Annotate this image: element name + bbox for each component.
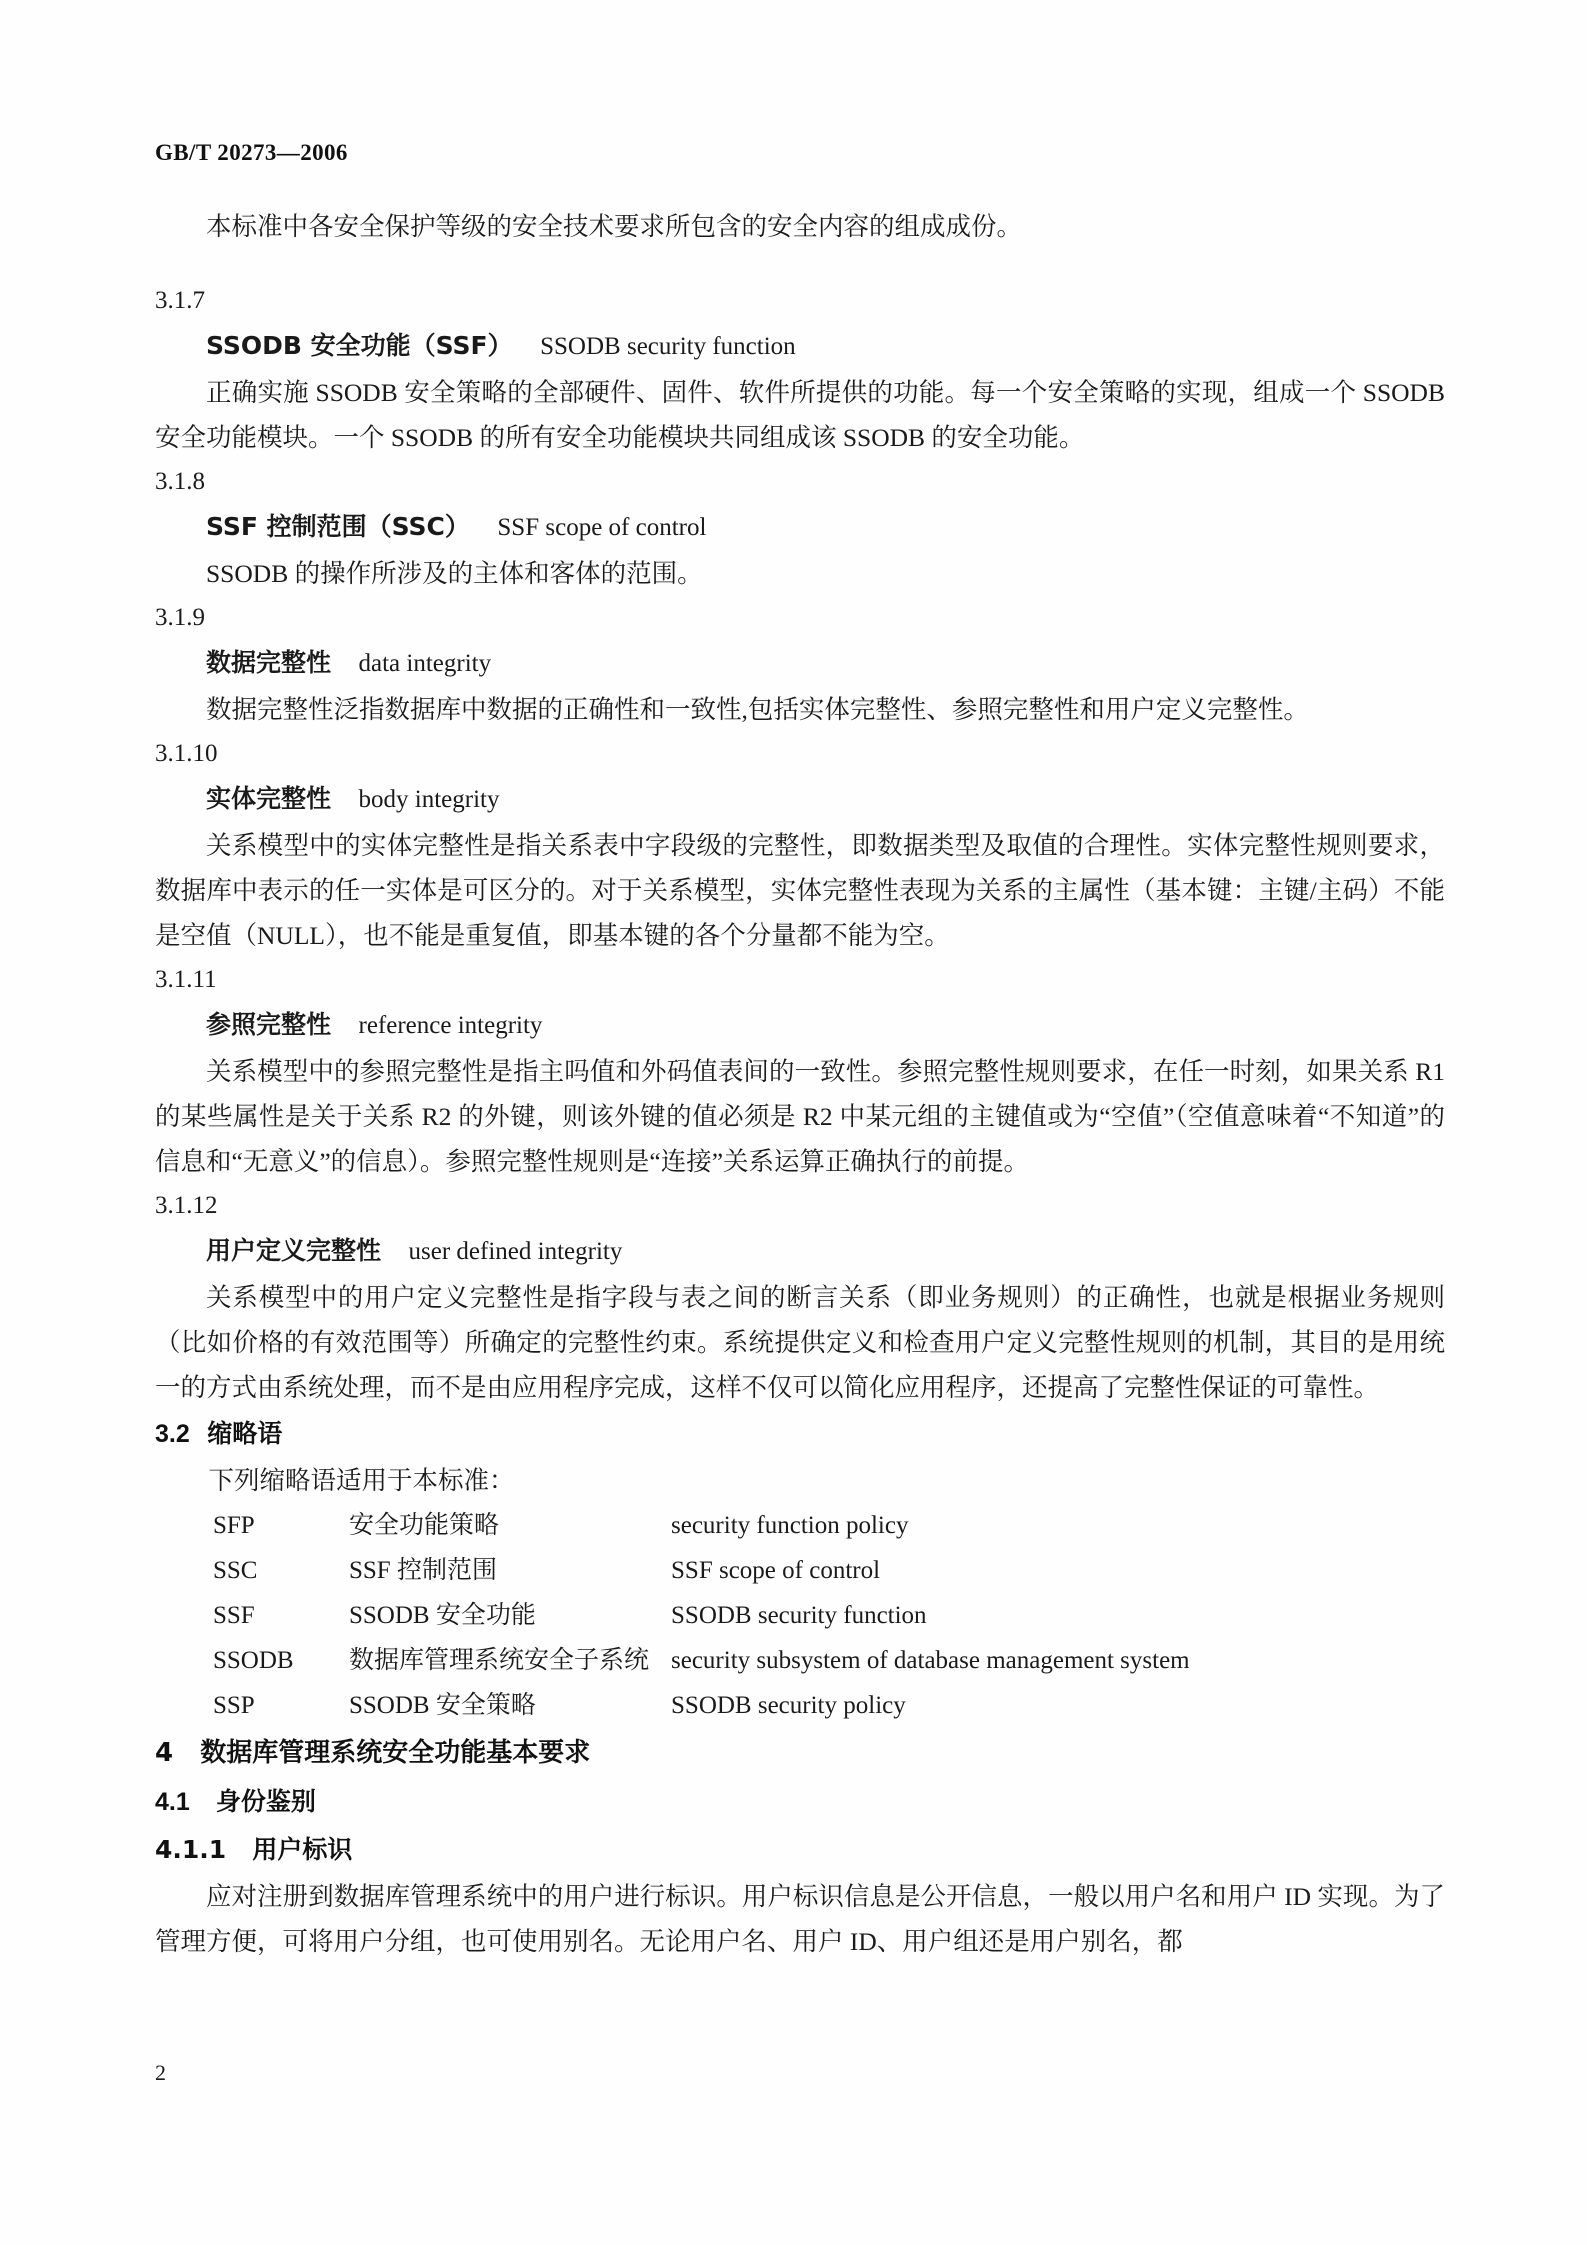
term-en-3-1-8: SSF scope of control: [497, 514, 707, 541]
running-header: GB/T 20273—2006: [155, 140, 348, 165]
definition-3-1-12: 关系模型中的用户定义完整性是指字段与表之间的断言关系（即业务规则）的正确性，也就是根据业务规则（比如价格的有效范围等）所确定的完整性约束。系统提供定义和检查用户定义完整性规则的机制，其目的是用统一的方式由系统处理，而不是由应用程序完成，这样不仅可以简化应用程序，还提高了完整性保证的可靠性。: [155, 1283, 1445, 1402]
term-cn-3-1-8: SSF 控制范围（SSC）: [206, 512, 470, 541]
term-en-3-1-10: body integrity: [358, 786, 500, 813]
page-number: 2: [155, 2060, 166, 2085]
section-number-4-1: 4.1: [155, 1788, 190, 1816]
abbr-en: security function policy: [671, 1512, 909, 1539]
section-heading-3-2: [155, 1410, 1445, 1458]
term-en-3-1-9: data integrity: [358, 650, 492, 677]
definition-3-1-11: 关系模型中的参照完整性是指主吗值和外码值表间的一致性。参照完整性规则要求，在任一时刻，如果关系 R1 的某些属性是关于关系 R2 的外键，则该外键的值必须是 R2 中某元组的主键值或为“空值”（空值意味着“不知道”的信息和“无意义”的信息）。参照完整性规则是“连接”关系运算正确执行的前提。: [155, 1057, 1445, 1176]
definition-3-1-8: SSODB 的操作所涉及的主体和客体的范围。: [206, 559, 703, 588]
clause-number-3-1-8: 3.1.8: [155, 468, 205, 495]
abbr-cn: 数据库管理系统安全子系统: [349, 1647, 650, 1674]
chapter-number-4: 4: [155, 1738, 174, 1768]
term-heading-3-1-10: [155, 776, 1445, 823]
abbr-cn: SSODB 安全策略: [349, 1692, 536, 1719]
definition-3-1-7: 正确实施 SSODB 安全策略的全部硬件、固件、软件所提供的功能。每一个安全策略的实现，组成一个 SSODB 安全功能模块。一个 SSODB 的所有安全功能模块共同组成该 SSODB 的安全功能。: [155, 378, 1445, 452]
clause-number-3-1-11: 3.1.11: [155, 966, 217, 993]
term-heading-3-1-9: [155, 640, 1445, 687]
section-number-3-2: 3.2: [155, 1420, 190, 1448]
intro-paragraph: 本标准中各安全保护等级的安全技术要求所包含的安全内容的组成成份。: [206, 212, 1023, 241]
table-row: [155, 1503, 1190, 1548]
abbr-cn: SSODB 安全功能: [349, 1602, 536, 1629]
term-heading-3-1-12: [155, 1228, 1445, 1275]
abbr-en: SSF scope of control: [671, 1557, 881, 1584]
abbr-key: SFP: [213, 1512, 255, 1539]
term-cn-3-1-9: 数据完整性: [206, 648, 332, 677]
term-cn-3-1-7: SSODB 安全功能（SSF）: [206, 331, 513, 360]
chapter-title-4: 数据库管理系统安全功能基本要求: [200, 1738, 591, 1768]
section-body-4-1-1: 应对注册到数据库管理系统中的用户进行标识。用户标识信息是公开信息，一般以用户名和用户 ID 实现。为了管理方便，可将用户分组，也可使用别名。无论用户名、用户 ID、用户组还是用户别名，都: [155, 1882, 1445, 1956]
clause-number-3-1-10: 3.1.10: [155, 740, 218, 767]
table-row: [155, 1683, 1190, 1728]
table-row: [155, 1593, 1190, 1638]
table-row: [155, 1638, 1190, 1683]
section-heading-4-1: [155, 1778, 1445, 1826]
abbr-en: SSODB security policy: [671, 1692, 906, 1719]
abbr-en: SSODB security function: [671, 1602, 927, 1629]
section-title-3-2: 缩略语: [207, 1419, 283, 1448]
term-cn-3-1-12: 用户定义完整性: [206, 1236, 382, 1265]
page-content: [155, 140, 1445, 1964]
clause-number-3-1-9: 3.1.9: [155, 604, 205, 631]
clause-number-3-1-12: 3.1.12: [155, 1192, 218, 1219]
term-heading-3-1-8: [155, 504, 1445, 551]
abbreviations-table: [155, 1503, 1190, 1728]
abbr-cn: SSF 控制范围: [349, 1557, 497, 1584]
term-cn-3-1-11: 参照完整性: [206, 1010, 332, 1039]
term-heading-3-1-11: [155, 1002, 1445, 1049]
term-cn-3-1-10: 实体完整性: [206, 784, 332, 813]
abbr-cn: 安全功能策略: [349, 1512, 500, 1539]
section-heading-4-1-1: [155, 1826, 1445, 1874]
term-heading-3-1-7: [155, 323, 1445, 370]
abbreviations-intro: 下列缩略语适用于本标准：: [208, 1466, 515, 1495]
definition-3-1-9: 数据完整性泛指数据库中数据的正确性和一致性,包括实体完整性、参照完整性和用户定义完整性。: [206, 695, 1309, 724]
table-row: [155, 1548, 1190, 1593]
abbr-en: security subsystem of database management system: [671, 1647, 1190, 1674]
abbr-key: SSP: [213, 1692, 255, 1719]
section-number-4-1-1: 4.1.1: [155, 1835, 227, 1864]
section-title-4-1-1: 用户标识: [252, 1835, 353, 1864]
abbr-key: SSF: [213, 1602, 255, 1629]
section-title-4-1: 身份鉴别: [215, 1787, 316, 1816]
abbr-key: SSC: [213, 1557, 258, 1584]
clause-number-3-1-7: 3.1.7: [155, 287, 205, 314]
definition-3-1-10: 关系模型中的实体完整性是指关系表中字段级的完整性，即数据类型及取值的合理性。实体完整性规则要求，数据库中表示的任一实体是可区分的。对于关系模型，实体完整性表现为关系的主属性（基本键：主键/主码）不能是空值（NULL），也不能是重复值，即基本键的各个分量都不能为空。: [155, 831, 1445, 950]
chapter-heading-4: [155, 1728, 1445, 1778]
term-en-3-1-12: user defined integrity: [408, 1238, 623, 1265]
spacer: [155, 249, 1445, 279]
term-en-3-1-7: SSODB security function: [540, 333, 796, 360]
abbr-key: SSODB: [213, 1647, 294, 1674]
term-en-3-1-11: reference integrity: [358, 1012, 543, 1039]
